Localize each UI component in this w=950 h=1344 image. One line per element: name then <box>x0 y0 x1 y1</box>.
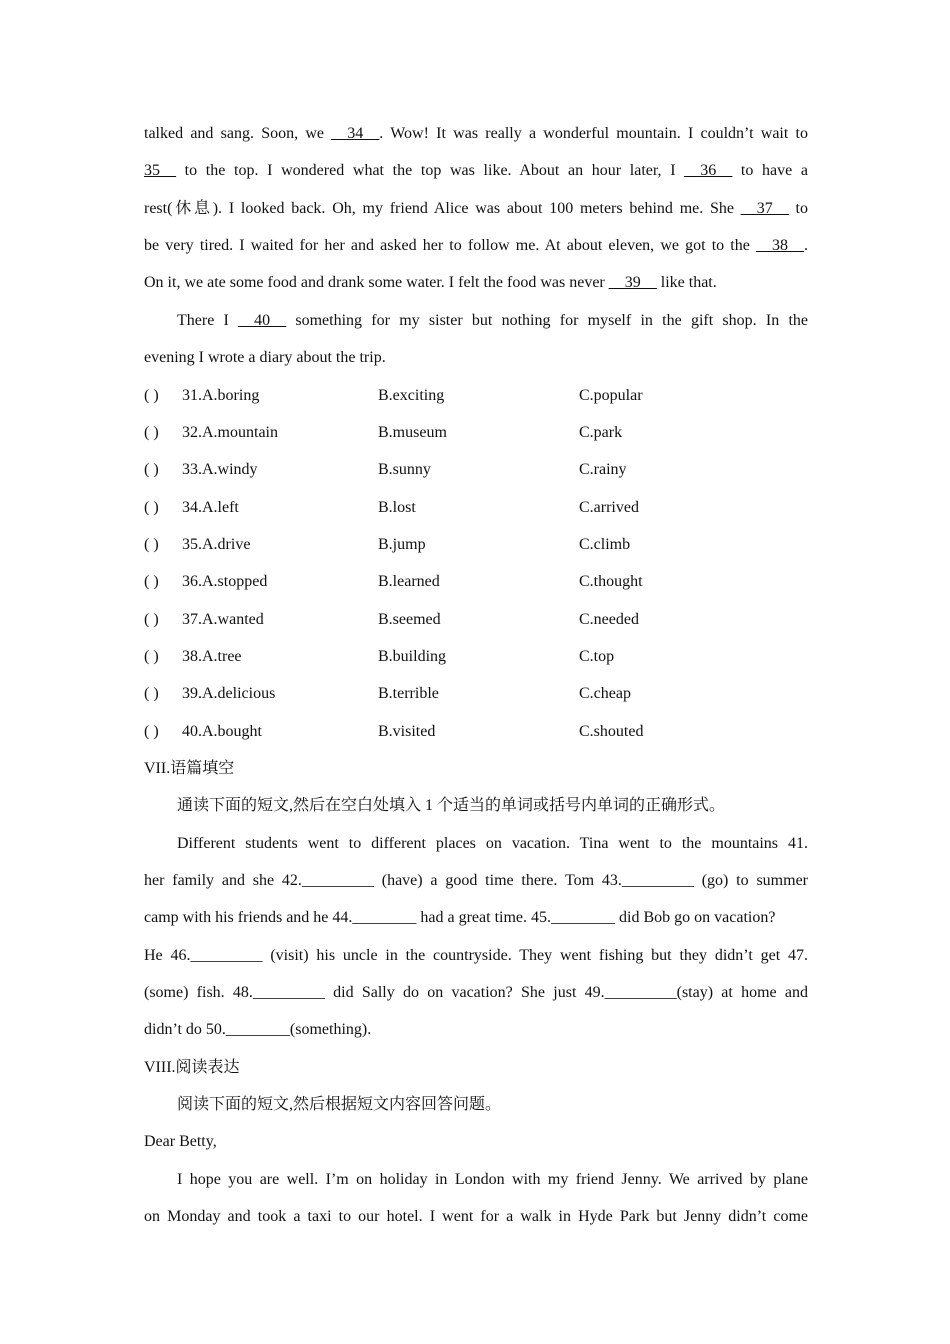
answer-paren: ( ) <box>144 685 159 702</box>
passage-line-2 <box>144 160 808 182</box>
answer-paren: ( ) <box>144 387 159 404</box>
letter-line: I hope you are well. I’m on holiday in London with my friend Jenny. We arrived by plane <box>177 1171 808 1188</box>
text-segment: On it, we ate some food and drank some water. I felt the food was never <box>144 274 609 291</box>
option-a: 33.A.windy <box>182 461 258 478</box>
cloze-line: (some) fish. 48._________ did Sally do on vacation? She just 49._________(stay) at home and <box>144 984 808 1001</box>
text-segment: be very tired. I waited for her and asked her to follow me. At about eleven, we got to the <box>144 237 756 254</box>
blank-39: __39__ <box>608 274 657 291</box>
blank-37: __37__ <box>740 200 789 217</box>
blank-34: __34__ <box>331 125 380 142</box>
question-row <box>144 385 808 407</box>
text-segment: to have a <box>732 162 808 179</box>
question-row <box>144 459 808 481</box>
option-a: 31.A.boring <box>182 387 260 404</box>
question-row <box>144 683 808 705</box>
option-a: 37.A.wanted <box>182 611 264 628</box>
option-a: 38.A.tree <box>182 648 242 665</box>
option-c: C.shouted <box>579 723 644 740</box>
question-row <box>144 422 808 444</box>
question-row <box>144 609 808 631</box>
answer-paren: ( ) <box>144 536 159 553</box>
option-b: B.building <box>378 648 447 665</box>
cloze-line: her family and she 42._________ (have) a good time there. Tom 43._________ (go) to summer <box>144 872 808 889</box>
cloze-line: He 46._________ (visit) his uncle in the countryside. They went fishing but they didn’t get 47. <box>144 947 808 964</box>
text-segment: evening I wrote a diary about the trip. <box>144 349 386 366</box>
section-instruction: 阅读下面的短文,然后根据短文内容回答问题。 <box>177 1096 502 1113</box>
passage-line-6 <box>144 310 808 332</box>
option-b: B.terrible <box>378 685 439 702</box>
blank-38: __38__ <box>756 237 804 254</box>
cloze-line: camp with his friends and he 44.________ had a great time. 45.________ did Bob go on vacation? <box>144 909 776 926</box>
letter-greeting: Dear Betty, <box>144 1133 217 1150</box>
option-a: 36.A.stopped <box>182 573 268 590</box>
blank-40: __40__ <box>238 312 287 329</box>
option-a: 40.A.bought <box>182 723 262 740</box>
text-segment: . Wow! It was really a wonderful mountain. I couldn’t wait to <box>379 125 809 142</box>
option-b: B.sunny <box>378 461 431 478</box>
option-c: C.park <box>579 424 623 441</box>
option-a: 35.A.drive <box>182 536 251 553</box>
option-c: C.rainy <box>579 461 627 478</box>
option-b: B.visited <box>378 723 436 740</box>
answer-paren: ( ) <box>144 611 159 628</box>
text-segment: . <box>804 237 808 254</box>
section-heading-vii: VII.语篇填空 <box>144 760 235 777</box>
option-c: C.thought <box>579 573 643 590</box>
question-row <box>144 721 808 743</box>
option-c: C.popular <box>579 387 643 404</box>
option-b: B.lost <box>378 499 416 516</box>
option-a: 39.A.delicious <box>182 685 276 702</box>
passage-line-1 <box>144 123 808 145</box>
option-b: B.exciting <box>378 387 445 404</box>
passage-line-4 <box>144 235 808 257</box>
question-row <box>144 497 808 519</box>
section-instruction: 通读下面的短文,然后在空白处填入 1 个适当的单词或括号内单词的正确形式。 <box>177 797 726 814</box>
answer-paren: ( ) <box>144 499 159 516</box>
passage-line-7 <box>144 347 808 369</box>
answer-paren: ( ) <box>144 461 159 478</box>
text-segment: to the top. I wondered what the top was like. About an hour later, I <box>176 162 685 179</box>
text-segment: to <box>788 200 808 217</box>
letter-line: on Monday and took a taxi to our hotel. I went for a walk in Hyde Park but Jenny didn’t come <box>144 1208 808 1225</box>
option-b: B.learned <box>378 573 440 590</box>
answer-paren: ( ) <box>144 723 159 740</box>
text-segment: talked and sang. Soon, we <box>144 125 332 142</box>
cloze-line: Different students went to different places on vacation. Tina went to the mountains 41. <box>177 835 808 852</box>
passage-line-5 <box>144 272 808 294</box>
text-segment: There I <box>177 312 239 329</box>
answer-paren: ( ) <box>144 648 159 665</box>
passage-line-3 <box>144 198 808 220</box>
option-a: 34.A.left <box>182 499 239 516</box>
text-segment: something for my sister but nothing for myself in the gift shop. In the <box>286 312 809 329</box>
option-c: C.needed <box>579 611 639 628</box>
blank-36: __36__ <box>684 162 733 179</box>
question-row <box>144 646 808 668</box>
answer-paren: ( ) <box>144 573 159 590</box>
cloze-line: didn’t do 50.________(something). <box>144 1021 372 1038</box>
question-row <box>144 571 808 593</box>
option-c: C.cheap <box>579 685 631 702</box>
option-a: 32.A.mountain <box>182 424 278 441</box>
option-c: C.arrived <box>579 499 639 516</box>
option-c: C.top <box>579 648 615 665</box>
option-c: C.climb <box>579 536 631 553</box>
text-segment: like that. <box>656 274 717 291</box>
answer-paren: ( ) <box>144 424 159 441</box>
option-b: B.jump <box>378 536 426 553</box>
text-segment: rest(休息). I looked back. Oh, my friend Alice was about 100 meters behind me. She <box>144 200 741 217</box>
section-heading-viii: VIII.阅读表达 <box>144 1059 240 1076</box>
option-b: B.museum <box>378 424 447 441</box>
blank-35: 35__ <box>144 162 176 179</box>
option-b: B.seemed <box>378 611 441 628</box>
question-row <box>144 534 808 556</box>
